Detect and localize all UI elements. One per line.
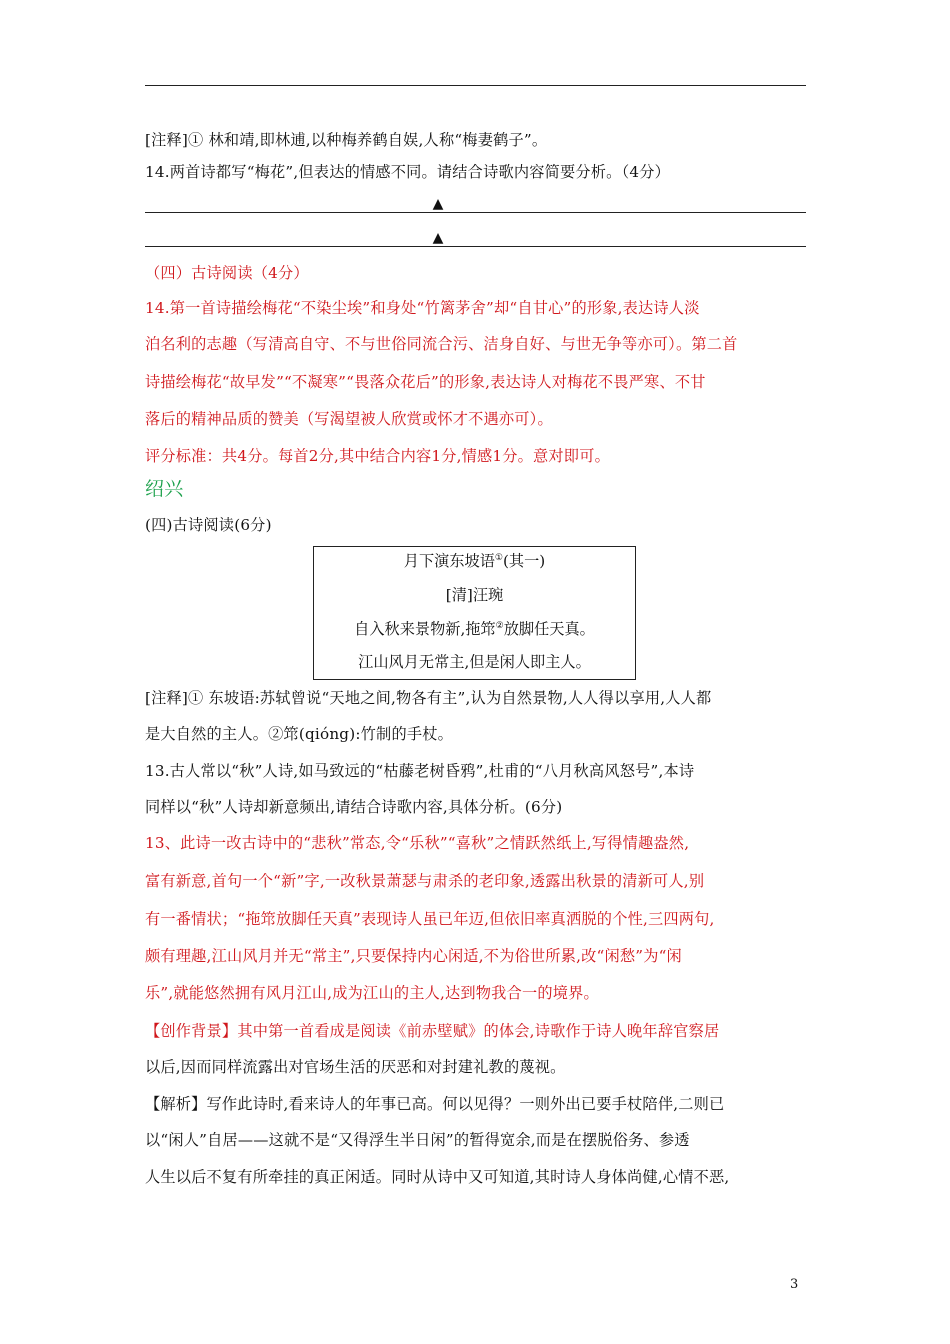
answer-13-line: 富有新意,首句一个“新”字,一改秋景萧瑟与肃杀的老印象,透露出秋景的清新可人,别 — [145, 872, 705, 890]
answer-13-line: 13、此诗一改古诗中的“悲秋”常态,令“乐秋”“喜秋”之情跃然纸上,写得情趣盎然, — [145, 834, 690, 852]
region-heading: 绍兴 — [145, 478, 184, 500]
poem-title-text: 月下演东坡语 — [403, 552, 495, 570]
answer-14-line: 诗描绘梅花“故早发”“不凝寒”“畏落众花后”的形象,表达诗人对梅花不畏严寒、不甘 — [145, 373, 706, 391]
analysis-line: 【解析】写作此诗时,看来诗人的年事已高。何以见得？一则外出已要手杖陪伴,二则已 — [145, 1095, 725, 1113]
top-divider — [145, 85, 806, 86]
answer-line-1 — [145, 212, 806, 213]
page-number: 3 — [790, 1277, 799, 1292]
answer-13-line: 颇有理趣,江山风月并无“常主”,只要保持内心闲适,不为俗世所累,改“闲愁”为“闲 — [145, 947, 682, 965]
poem-title-note-mark: ① — [494, 552, 503, 563]
answer-14-line: 14.第一首诗描绘梅花“不染尘埃”和身处“竹篱茅舍”却“自甘心”的形象,表达诗人淡 — [145, 299, 700, 317]
poem-line-2: 江山风月无常主,但是闲人即主人。 — [358, 653, 591, 671]
answer-marker-1: ▲ — [432, 196, 444, 212]
poem-line-1-note-mark: ② — [495, 620, 504, 631]
question-13-line: 同样以“秋”人诗却新意频出,请结合诗歌内容,具体分析。(6分) — [145, 798, 563, 816]
poem-line-1-b: 放脚任天真。 — [503, 620, 595, 638]
background-line: 【创作背景】其中第一首看成是阅读《前赤壁赋》的体会,诗歌作于诗人晚年辞官察居 — [145, 1022, 720, 1040]
poem-line-1 — [314, 619, 635, 639]
poem-line-1-a: 自入秋来景物新,拖筇 — [354, 620, 496, 638]
answer-13-line: 乐”,就能悠然拥有风月江山,成为江山的主人,达到物我合一的境界。 — [145, 984, 599, 1002]
poem-title-suffix: (其一) — [502, 552, 546, 570]
note-line: [注释]① 林和靖,即林逋,以种梅养鹤自娱,人称“梅妻鹤子”。 — [145, 131, 548, 149]
poem-title — [314, 551, 635, 571]
answer-14-line: 落后的精神品质的赞美（写渴望被人欣赏或怀才不遇亦可）。 — [145, 410, 553, 428]
answer-marker-2: ▲ — [432, 230, 444, 246]
section-4b-title: (四)古诗阅读(6分) — [145, 516, 272, 534]
notes-line: [注释]① 东坡语:苏轼曾说“天地之间,物各有主”,认为自然景物,人人得以享用,人人都 — [145, 689, 712, 707]
analysis-line: 人生以后不复有所牵挂的真正闲适。同时从诗中又可知道,其时诗人身体尚健,心情不恶, — [145, 1168, 730, 1186]
poem-author: [清]汪琬 — [445, 586, 504, 604]
analysis-line: 以“闲人”自居——这就不是“又得浮生半日闲”的暂得宽余,而是在摆脱俗务、参透 — [145, 1131, 690, 1149]
answer-line-2 — [145, 246, 806, 247]
answer-14-line: 泊名利的志趣（写清高自守、不与世俗同流合污、洁身自好、与世无争等亦可）。第二首 — [145, 335, 738, 353]
poem-box — [313, 546, 636, 680]
scoring-criteria: 评分标准：共4分。每首2分,其中结合内容1分,情感1分。意对即可。 — [145, 447, 610, 465]
section-4-title: （四）古诗阅读（4分） — [145, 264, 309, 282]
question-14: 14.两首诗都写“梅花”,但表达的情感不同。请结合诗歌内容简要分析。（4分） — [145, 163, 670, 181]
notes-line: 是大自然的主人。②筇(qióng):竹制的手杖。 — [145, 725, 453, 743]
question-13-line: 13.古人常以“秋”人诗,如马致远的“枯藤老树昏鸦”,杜甫的“八月秋高风怒号”,本诗 — [145, 762, 695, 780]
background-line: 以后,因而同样流露出对官场生活的厌恶和对封建礼教的蔑视。 — [145, 1058, 566, 1076]
answer-13-line: 有一番情状；“拖筇放脚任天真”表现诗人虽已年迈,但依旧率真洒脱的个性,三四两句, — [145, 910, 715, 928]
